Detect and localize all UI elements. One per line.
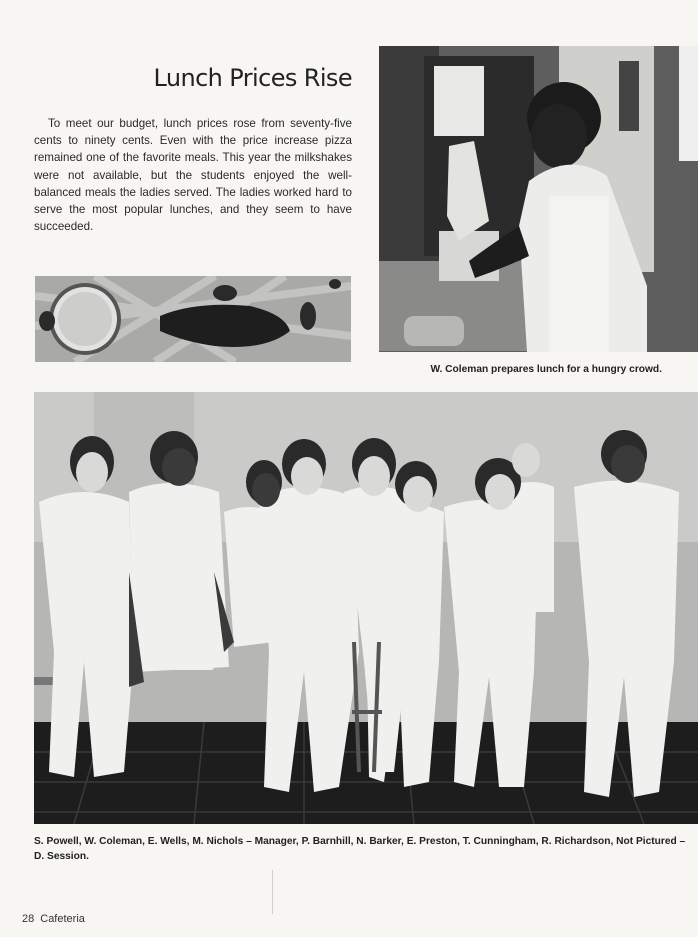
photo-food-tray	[35, 276, 351, 362]
group-photo-caption: S. Powell, W. Coleman, E. Wells, M. Nichols – Manager, P. Barnhill, N. Barker, E. Preston, T. Cunningham, R. Richardson, Not Pictured – D. Session.	[34, 836, 686, 862]
article-body: To meet our budget, lunch prices rose from seventy-five cents to ninety cents. Even with the price increase pizza remained one of the favorite meals. This year the milkshakes were not available, but the students enjoyed the well-balanced meals the ladies served. The ladies worked hard to serve the most popular lunches, and they seem to have succeeded.	[34, 117, 352, 234]
photo-coleman-preparing-lunch	[379, 46, 698, 352]
page-number: 28	[22, 913, 35, 925]
photo-caption-coleman: W. Coleman prepares lunch for a hungry crowd.	[430, 364, 662, 375]
page-footer	[22, 913, 91, 925]
article-title: Lunch Prices Rise	[153, 64, 352, 92]
section-name: Cafeteria	[40, 913, 85, 925]
photo-cafeteria-staff-group	[34, 392, 698, 824]
page-fold-line	[272, 870, 273, 914]
